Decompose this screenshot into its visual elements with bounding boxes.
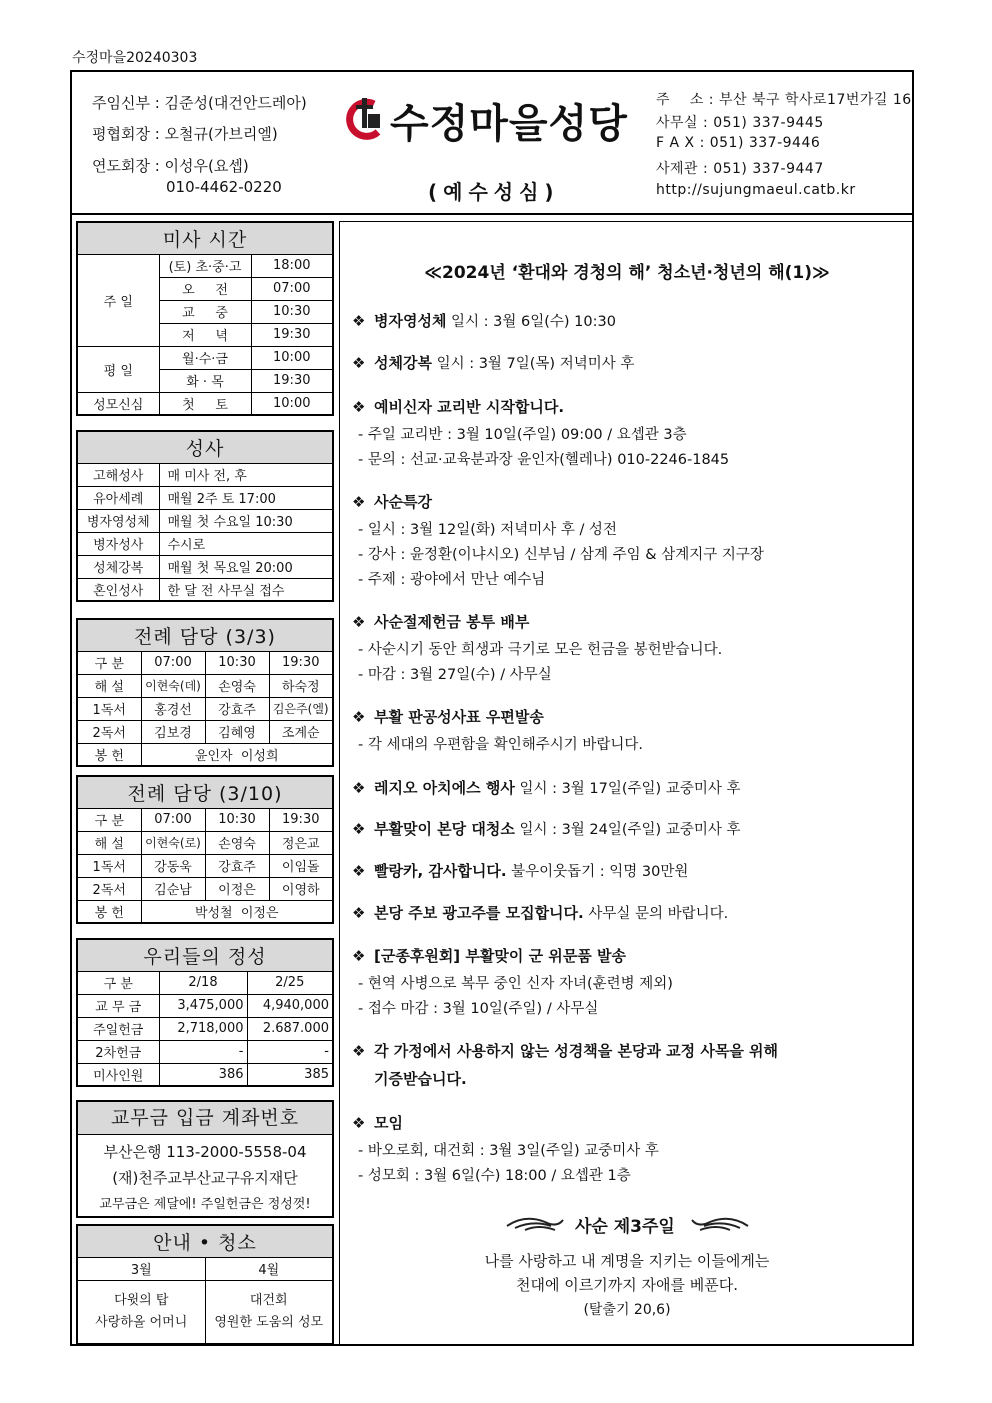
offering-label: 주일헌금 xyxy=(77,1017,159,1040)
sunday-label: 주 일 xyxy=(77,254,159,346)
notice-sub: - 주제 : 광야에서 만난 예수님 xyxy=(358,572,546,588)
notice-item xyxy=(352,310,616,331)
bullet-icon: ❖ xyxy=(352,398,366,416)
church-logo xyxy=(344,96,390,142)
notice-sub: - 사순시기 동안 희생과 극기로 모은 헌금을 봉헌받습니다. xyxy=(358,642,723,658)
notice-title: 사순절제헌금 봉투 배부 xyxy=(374,613,530,631)
liturgy-title: 전례 담당 (3/3) xyxy=(77,619,333,651)
mass-cell: 10:30 xyxy=(251,300,333,323)
sacrament-time: 매 미사 전, 후 xyxy=(159,463,333,486)
offering-label: 2차헌금 xyxy=(77,1040,159,1063)
liturgy-header: 19:30 xyxy=(269,808,333,831)
cleaning-group: 다윗의 탑 xyxy=(114,1292,169,1308)
liturgy-person: 이현숙(로) xyxy=(141,831,205,854)
sacraments-table xyxy=(76,430,334,602)
liturgy-role: 봉 헌 xyxy=(77,900,141,923)
liturgy-header: 07:00 xyxy=(141,808,205,831)
notice-item xyxy=(352,706,544,727)
offering-label: 미사인원 xyxy=(77,1063,159,1086)
liturgy-role: 해 설 xyxy=(77,831,141,854)
cleaning-groups-april xyxy=(205,1280,333,1344)
liturgy-header: 구 분 xyxy=(77,651,141,674)
bullet-icon: ❖ xyxy=(352,1042,366,1060)
mass-cell: 18:00 xyxy=(251,254,333,277)
document-id: 수정마을20240303 xyxy=(72,50,198,66)
sacrament-time: 매월 첫 목요일 20:00 xyxy=(159,555,333,578)
notice-detail: 일시 : 3월 17일(주일) 교중미사 후 xyxy=(514,781,741,797)
sunday-title: 사순 제3주일 xyxy=(575,1217,675,1237)
verse-reference: (탈출기 20,6) xyxy=(583,1302,671,1318)
liturgy-person: 김순남 xyxy=(141,877,205,900)
sacrament-time: 한 달 전 사무실 접수 xyxy=(159,578,333,601)
notice-sub: - 마감 : 3월 27일(수) / 사무실 xyxy=(358,667,552,683)
offerings-header: 2/25 xyxy=(247,971,333,994)
liturgy-header: 19:30 xyxy=(269,651,333,674)
saturday-mass-label: 성모신심 xyxy=(77,392,159,415)
sacrament-name: 병자성사 xyxy=(77,532,159,555)
offering-value: 2.687.000 xyxy=(247,1017,333,1040)
liturgy-header: 구 분 xyxy=(77,808,141,831)
notice-item xyxy=(352,818,740,839)
liturgy-offering: 박성철 이정은 xyxy=(141,900,333,923)
notice-title: 모임 xyxy=(374,1114,403,1132)
notice-sub: - 각 세대의 우편함을 확인해주시기 바랍니다. xyxy=(358,737,644,753)
notice-sub: - 일시 : 3월 12일(화) 저녁미사 후 / 성전 xyxy=(358,522,617,538)
mass-cell: 10:00 xyxy=(251,392,333,415)
notice-detail: 불우이웃돕기 : 익명 30만원 xyxy=(506,864,689,880)
mass-title: 미사 시간 xyxy=(77,222,333,254)
rectory-phone: 사제관 : 051) 337-9447 xyxy=(656,161,824,177)
liturgy-person: 홍경선 xyxy=(141,697,205,720)
bullet-icon: ❖ xyxy=(352,904,366,922)
notice-item xyxy=(352,491,432,512)
liturgy-person: 김은주(엘) xyxy=(269,697,333,720)
liturgy-person: 이정은 xyxy=(205,877,269,900)
website-link[interactable]: http://sujungmaeul.catb.kr xyxy=(656,182,856,198)
sacrament-name: 성체강복 xyxy=(77,555,159,578)
liturgy-person: 이현숙(데) xyxy=(141,674,205,697)
notice-sub: - 접수 마감 : 3월 10일(주일) / 사무실 xyxy=(358,1001,599,1017)
sacrament-name: 혼인성사 xyxy=(77,578,159,601)
sacrament-time: 매월 첫 수요일 10:30 xyxy=(159,509,333,532)
account-box xyxy=(76,1100,334,1218)
bullet-icon: ❖ xyxy=(352,820,366,838)
mass-cell: (토) 초·중·고 xyxy=(159,254,251,277)
notice-sub: - 주일 교리반 : 3월 10일(주일) 09:00 / 요셉관 3층 xyxy=(358,427,687,443)
account-bank: 부산은행 113-2000-5558-04 xyxy=(103,1143,307,1161)
notice-title: 본당 주보 광고주를 모집합니다. xyxy=(374,904,584,922)
offering-value: 3,475,000 xyxy=(159,994,247,1017)
office-phone: 사무실 : 051) 337-9445 xyxy=(656,115,824,131)
liturgy-role: 해 설 xyxy=(77,674,141,697)
liturgy-person: 강효주 xyxy=(205,697,269,720)
bullet-icon: ❖ xyxy=(352,708,366,726)
liturgy-role: 1독서 xyxy=(77,854,141,877)
notice-title: 사순특강 xyxy=(374,493,432,511)
liturgy-table-0303 xyxy=(76,618,334,767)
mass-cell: 화 · 목 xyxy=(159,369,251,392)
mass-cell: 19:30 xyxy=(251,369,333,392)
account-holder: (재)천주교부산교구유지재단 xyxy=(112,1169,298,1187)
offering-label: 교 무 금 xyxy=(77,994,159,1017)
cleaning-groups-march xyxy=(77,1280,205,1344)
notice-detail: 일시 : 3월 6일(수) 10:30 xyxy=(446,314,616,330)
notice-detail: 일시 : 3월 7일(목) 저녁미사 후 xyxy=(431,356,635,372)
weekday-label: 평 일 xyxy=(77,346,159,392)
youth-president: 연도회장 : 이성우(요셉) xyxy=(92,157,249,175)
offerings-header: 2/18 xyxy=(159,971,247,994)
mass-cell: 07:00 xyxy=(251,277,333,300)
cleaning-month: 4월 xyxy=(205,1257,333,1280)
fax: F A X : 051) 337-9446 xyxy=(656,135,821,151)
cleaning-group: 영원한 도움의 성모 xyxy=(214,1314,324,1330)
mass-times-table xyxy=(76,221,334,416)
notice-title: 레지오 아치에스 행사 xyxy=(374,779,515,797)
liturgy-header: 07:00 xyxy=(141,651,205,674)
notices-headline: ≪2024년 ‘환대와 경청의 해’ 청소년·청년의 해(1)≫ xyxy=(424,263,830,283)
notice-item xyxy=(352,945,626,966)
notice-title: [군종후원회] 부활맞이 군 위문품 발송 xyxy=(374,947,626,965)
feast-title: (예수성심) xyxy=(428,180,560,204)
liturgy-person: 정은교 xyxy=(269,831,333,854)
sacraments-title: 성사 xyxy=(77,431,333,463)
mass-cell: 월·수·금 xyxy=(159,346,251,369)
notice-item xyxy=(352,1040,778,1061)
liturgy-role: 1독서 xyxy=(77,697,141,720)
bullet-icon: ❖ xyxy=(352,862,366,880)
notice-sub: - 현역 사병으로 복무 중인 신자 자녀(훈련병 제외) xyxy=(358,976,673,992)
notice-item xyxy=(352,860,688,881)
notice-item xyxy=(352,352,634,373)
mass-cell: 오 전 xyxy=(159,277,251,300)
notice-title: 예비신자 교리반 시작합니다. xyxy=(374,398,565,416)
notice-detail: 사무실 문의 바랍니다. xyxy=(583,906,729,922)
notice-title: 부활맞이 본당 대청소 xyxy=(374,820,515,838)
notice-item xyxy=(352,611,529,632)
sacrament-name: 고해성사 xyxy=(77,463,159,486)
sacrament-name: 병자영성체 xyxy=(77,509,159,532)
verse-line-1: 나를 사랑하고 내 계명을 지키는 이들에게는 xyxy=(484,1252,770,1270)
bullet-icon: ❖ xyxy=(352,947,366,965)
bullet-icon: ❖ xyxy=(352,1114,366,1132)
liturgy-person: 김혜영 xyxy=(205,720,269,743)
liturgy-person: 이임돌 xyxy=(269,854,333,877)
pastor: 주임신부 : 김준성(대건안드레아) xyxy=(92,94,307,112)
mass-cell: 저 녁 xyxy=(159,323,251,346)
liturgy-person: 강효주 xyxy=(205,854,269,877)
liturgy-person: 손영숙 xyxy=(205,674,269,697)
cleaning-group: 대건회 xyxy=(249,1292,288,1308)
offering-value: 385 xyxy=(247,1063,333,1086)
notice-title: 성체강복 xyxy=(374,354,432,372)
notice-sub: - 문의 : 선교·교육분과장 윤인자(헬레나) 010-2246-1845 xyxy=(358,452,730,468)
liturgy-person: 강동욱 xyxy=(141,854,205,877)
notice-title: 병자영성체 xyxy=(374,312,447,330)
liturgy-offering: 윤인자 이성희 xyxy=(141,743,333,766)
notice-item xyxy=(352,777,740,798)
cleaning-table xyxy=(76,1224,334,1345)
liturgy-person: 손영숙 xyxy=(205,831,269,854)
notice-sub: - 바오로회, 대건회 : 3월 3일(주일) 교중미사 후 xyxy=(358,1143,659,1159)
sacrament-name: 유아세례 xyxy=(77,486,159,509)
offering-value: - xyxy=(247,1040,333,1063)
liturgy-role: 봉 헌 xyxy=(77,743,141,766)
notice-item xyxy=(352,1112,403,1133)
notice-title: 빨랑카, 감사합니다. xyxy=(374,862,507,880)
left-ornament-icon xyxy=(505,1212,565,1234)
notice-title: 부활 판공성사표 우편발송 xyxy=(374,708,544,726)
cleaning-month: 3월 xyxy=(77,1257,205,1280)
notice-sub: - 강사 : 윤정환(이냐시오) 신부님 / 삼계 주임 & 삼계지구 지구장 xyxy=(358,547,764,563)
cleaning-group: 사랑하올 어머니 xyxy=(95,1314,188,1330)
liturgy-header: 10:30 xyxy=(205,808,269,831)
cleaning-title: 안내 • 청소 xyxy=(77,1225,333,1257)
bullet-icon: ❖ xyxy=(352,779,366,797)
header-divider xyxy=(70,213,914,215)
liturgy-person: 조계순 xyxy=(269,720,333,743)
account-note: 교무금은 제달에! 주일헌금은 정성껏! xyxy=(99,1197,311,1212)
offerings-table xyxy=(76,938,334,1087)
youth-phone: 010-4462-0220 xyxy=(166,178,282,196)
mass-cell: 19:30 xyxy=(251,323,333,346)
notice-continuation: 기증받습니다. xyxy=(374,1070,467,1088)
bullet-icon: ❖ xyxy=(352,354,366,372)
liturgy-person: 하숙정 xyxy=(269,674,333,697)
offerings-header: 구 분 xyxy=(77,971,159,994)
bullet-icon: ❖ xyxy=(352,613,366,631)
liturgy-person: 이영하 xyxy=(269,877,333,900)
offerings-title: 우리들의 정성 xyxy=(77,939,333,971)
account-title: 교무금 입금 계좌번호 xyxy=(78,1102,332,1135)
mass-cell: 10:00 xyxy=(251,346,333,369)
mass-cell: 교 중 xyxy=(159,300,251,323)
liturgy-person: 김보경 xyxy=(141,720,205,743)
notice-detail: 일시 : 3월 24일(주일) 교중미사 후 xyxy=(514,822,741,838)
liturgy-role: 2독서 xyxy=(77,877,141,900)
offering-value: 386 xyxy=(159,1063,247,1086)
offering-value: 4,940,000 xyxy=(247,994,333,1017)
address: 주 소 : 부산 북구 학사로17번가길 16 xyxy=(656,92,912,108)
notice-item xyxy=(352,396,564,417)
right-ornament-icon xyxy=(690,1212,750,1234)
council-president: 평협회장 : 오철규(가브리엘) xyxy=(92,125,278,143)
notice-sub: - 성모회 : 3월 6일(수) 18:00 / 요셉관 1층 xyxy=(358,1168,631,1184)
church-name: 수정마을성당 xyxy=(390,101,628,147)
verse-line-2: 천대에 이르기까지 자애를 베푼다. xyxy=(516,1276,738,1294)
liturgy-title: 전례 담당 (3/10) xyxy=(77,776,333,808)
offering-value: - xyxy=(159,1040,247,1063)
sacrament-time: 매월 2주 토 17:00 xyxy=(159,486,333,509)
offering-value: 2,718,000 xyxy=(159,1017,247,1040)
liturgy-role: 2독서 xyxy=(77,720,141,743)
bullet-icon: ❖ xyxy=(352,493,366,511)
notice-title: 각 가정에서 사용하지 않는 성경책을 본당과 교정 사목을 위해 xyxy=(374,1042,779,1060)
notice-item xyxy=(352,902,728,923)
bullet-icon: ❖ xyxy=(352,312,366,330)
liturgy-header: 10:30 xyxy=(205,651,269,674)
mass-cell: 첫 토 xyxy=(159,392,251,415)
liturgy-table-0310 xyxy=(76,775,334,924)
sacrament-time: 수시로 xyxy=(159,532,333,555)
